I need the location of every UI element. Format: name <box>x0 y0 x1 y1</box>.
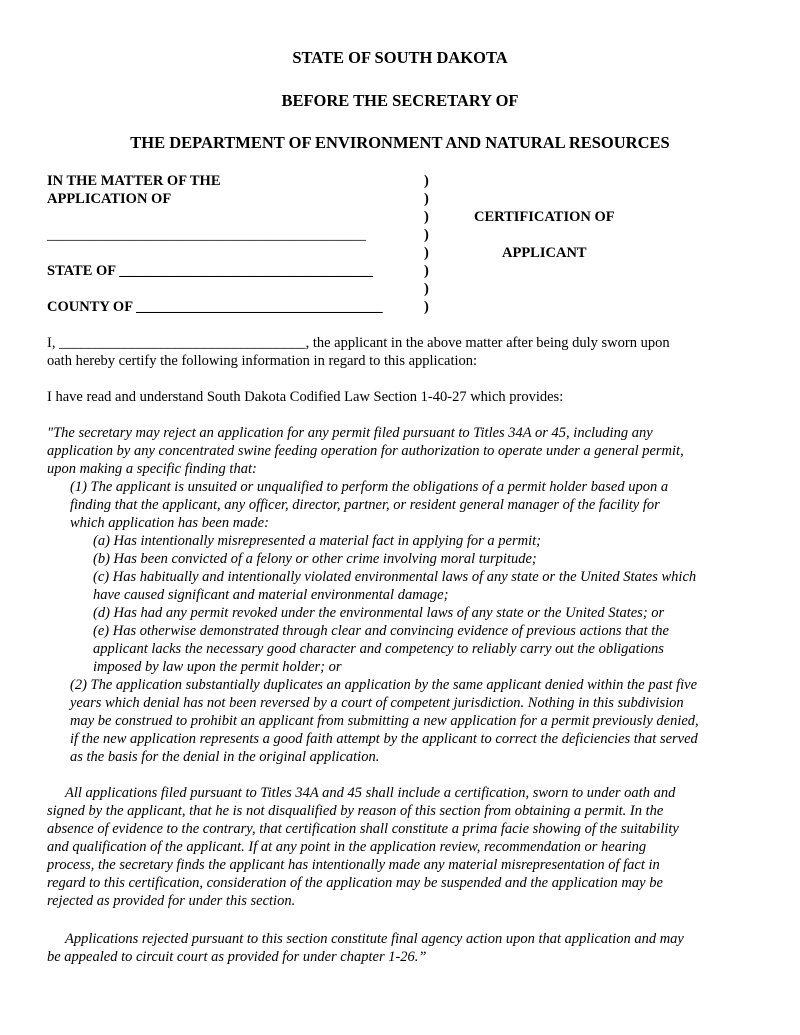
caption-matter-line1: IN THE MATTER OF THE <box>47 173 221 189</box>
sub-item-b: (b) Has been convicted of a felony or other crime involving moral turpitude; <box>93 551 537 567</box>
header-secretary: BEFORE THE SECRETARY OF <box>281 91 519 110</box>
sub-item-d: (d) Has had any permit revoked under the environmental laws of any state or the United States; or <box>93 605 665 621</box>
county-of-field[interactable]: COUNTY OF __________________________________ <box>47 299 383 315</box>
caption-matter-line2: APPLICATION OF <box>47 191 172 207</box>
statute-quote <box>47 424 767 766</box>
caption-paren: ) <box>424 245 429 261</box>
certification-paragraph: All applications filed pursuant to Titles 34A and 45 shall include a certification, sworn to under oath and signed by the applicant, that he is not disqualified by reason of this section from obtaining a permit. In the absence of evidence to the contrary, that certification shall constitute a prima facie showing of the suitability and qualification of the applicant. If at any point in the application review, recommendation or hearing process, the secretary finds the applicant has intentionally made any material misrepresentation of fact in regard to this certification, consideration of the application may be suspended and the application may be rejected as provided for under this section. <box>47 785 679 909</box>
certification-title: CERTIFICATION OF <box>474 209 615 225</box>
quote-line: application by any concentrated swine feeding operation for authorization to operate under a general permit, <box>47 443 684 459</box>
caption-paren: ) <box>424 299 429 315</box>
caption-paren: ) <box>424 209 429 225</box>
intro-line-2: oath hereby certify the following information in regard to this application: <box>47 353 478 369</box>
sub-item-c: (c) Has habitually and intentionally violated environmental laws of any state or the United States which have caused significant and material environmental damage; <box>93 569 697 603</box>
caption-paren: ) <box>424 281 429 297</box>
sub-item-a: (a) Has intentionally misrepresented a material fact in applying for a permit; <box>93 533 541 549</box>
applicant-name-blank[interactable]: ____________________________________________ <box>47 227 366 243</box>
quote-line: upon making a specific finding that: <box>47 461 257 477</box>
caption-paren: ) <box>424 173 429 189</box>
read-statement: I have read and understand South Dakota Codified Law Section 1-40-27 which provides: <box>47 389 564 405</box>
certification-subtitle: APPLICANT <box>502 245 587 261</box>
sub-item-e: (e) Has otherwise demonstrated through clear and convincing evidence of previous actions that the applicant lacks the necessary good character and competency to reliably carry out the obligations imposed by law upon the permit holder; or <box>93 623 669 675</box>
caption-paren: ) <box>424 263 429 279</box>
state-of-field[interactable]: STATE OF ___________________________________ <box>47 263 373 279</box>
caption-paren: ) <box>424 191 429 207</box>
caption-paren: ) <box>424 227 429 243</box>
rejection-paragraph: Applications rejected pursuant to this section constitute final agency action upon that application and may be appealed to circuit court as provided for under chapter 1-26.” <box>47 931 684 965</box>
item-1: (1) The applicant is unsuited or unqualified to perform the obligations of a permit holder based upon a finding that the applicant, any officer, director, partner, or resident general manager of the facility for which application has been made: <box>70 479 669 531</box>
intro-line-1: I, __________________________________, the applicant in the above matter after being duly sworn upon <box>47 335 670 351</box>
item-2: (2) The application substantially duplicates an application by the same applicant denied within the past five years which denial has not been reversed by a court of competent jurisdiction. Nothing in this subdivision may be construed to prohibit an applicant from submitting a new application for a permit previously denied, if the new application represents a good faith attempt by the applicant to correct the deficiencies that served as the basis for the denial in the original application. <box>70 677 699 765</box>
header-department: THE DEPARTMENT OF ENVIRONMENT AND NATURAL RESOURCES <box>130 133 670 152</box>
quote-line: "The secretary may reject an application for any permit filed pursuant to Titles 34A or 45, including any <box>47 425 653 441</box>
header-state: STATE OF SOUTH DAKOTA <box>292 48 508 67</box>
